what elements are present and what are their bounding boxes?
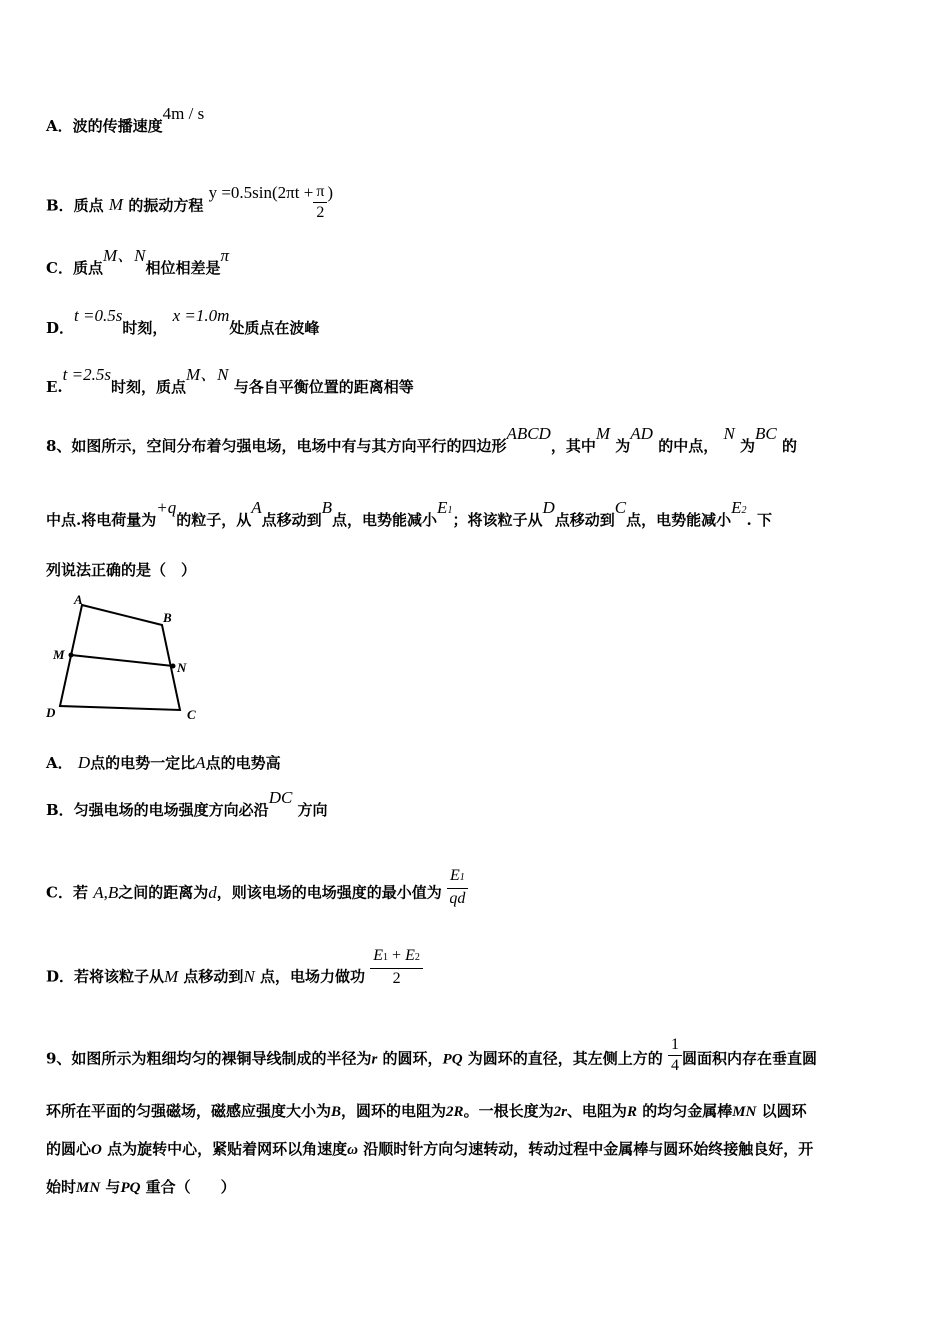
q9-stem-line1: 9、如图所示为粗细均匀的裸铜导线制成的半径为r 的圆环，PQ 为圆环的直径，其左侧上方的 $\frac{1}{4}$ 圆面积内存在垂直圆 [46,1036,818,1074]
label-a: A [74,592,83,607]
label-m: M [53,647,65,662]
point-m [69,653,74,658]
q7-option-b: B．质点 M 的振动方程 y =0.5sin(2πt + $\frac{\pi}{2}$ ) [46,183,334,221]
q8-option-d: D．若将该粒子从M 点移动到N 点，电场力做功 $\frac{E1 + E2}{2}$ [46,956,423,999]
segment-mn [71,655,173,666]
quadrilateral-abcd [60,605,180,710]
q7-option-d: D．t =0.5s时刻， x =1.0m处质点在波峰 [46,306,320,337]
label-d: D [46,705,56,720]
q8-stem-line3: 列说法正确的是（ ） [46,561,197,579]
q8-option-c: C．若 A,B之间的距离为d，则该电场的电场强度的最小值为 $\frac{E1}{qd}$ [46,872,468,915]
q8-stem-line1: 8、如图所示，空间分布着匀强电场，电场中有与其方向平行的四边形ABCD，其中M 为AD 的中点， N 为BC 的 [46,424,798,455]
q7-option-a: A．波的传播速度4m / s [46,104,205,135]
q9-stem-line2: 环所在平面的匀强磁场，磁感应强度大小为B，圆环的电阻为2R。一根长度为2r、电阻为R 的均匀金属棒MN 以圆环 [46,1102,807,1120]
q7-option-c: C．质点M、N相位相差是π [46,246,229,277]
point-n [171,664,176,669]
label-n: N [177,660,187,675]
q8-quadrilateral-figure [40,590,220,730]
q9-stem-line3: 的圆心O 点为旋转中心，紧贴着网环以角速度ω 沿顺时针方向匀速转动，转动过程中金属棒与圆环始终接触良好，开 [46,1140,814,1158]
label-b: B [163,610,172,625]
label-c: C [187,707,196,722]
q9-stem-line4: 始时MN 与PQ 重合（ ） [46,1178,236,1196]
q8-stem-line2: 中点.将电荷量为+q的粒子，从A点移动到B点，电势能减小E1；将该粒子从D点移动到C点，电势能减小E2. 下 [46,498,772,529]
q8-option-a: A． D点的电势一定比A点的电势高 [46,753,281,772]
q8-option-b: B．匀强电场的电场强度方向必沿DC 方向 [46,788,328,819]
q7-option-e: E.t =2.5s时刻，质点M、N 与各自平衡位置的距离相等 [46,365,414,396]
